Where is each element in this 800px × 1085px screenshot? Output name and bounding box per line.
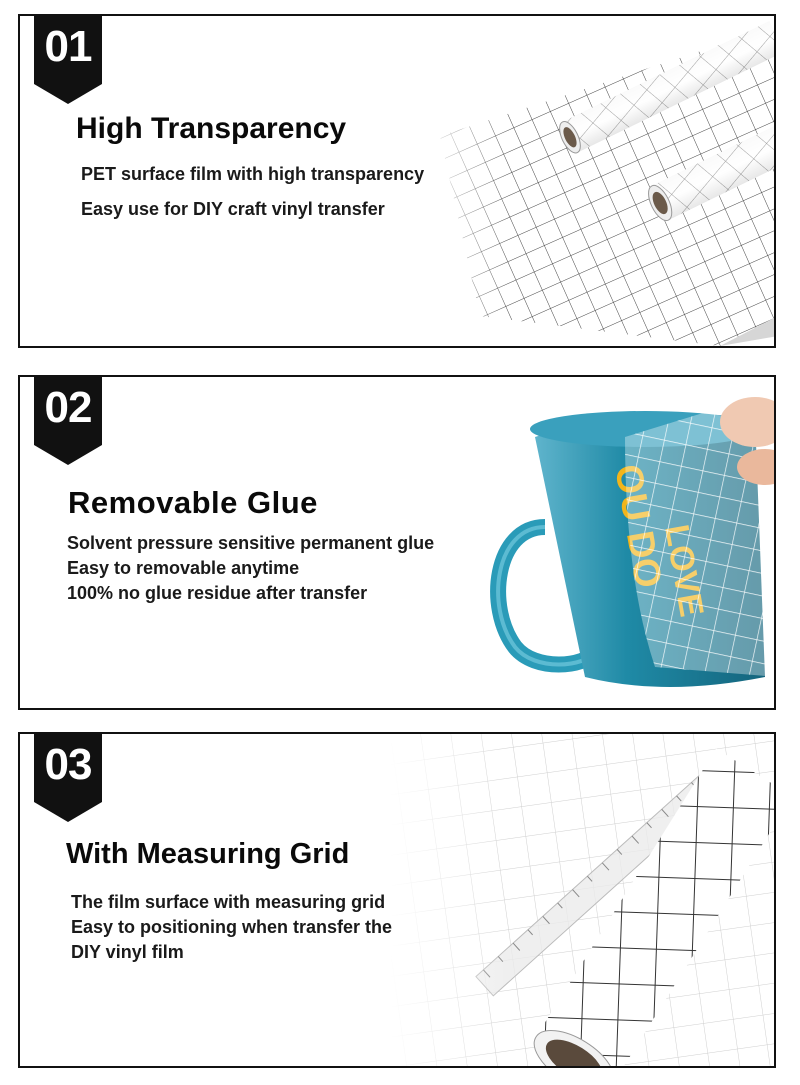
feature-line: Easy to removable anytime xyxy=(67,558,300,578)
grid-film-rolls-image xyxy=(420,16,776,346)
feature-line: 100% no glue residue after transfer xyxy=(67,583,368,603)
panel-title: Removable Glue xyxy=(68,485,318,520)
step-badge xyxy=(34,16,102,104)
feature-panel-removable-glue xyxy=(18,375,776,710)
feature-panel-transparency xyxy=(18,14,776,348)
panel-title: With Measuring Grid xyxy=(66,838,350,870)
mug-transfer-image xyxy=(475,377,776,708)
feature-line: The film surface with measuring grid xyxy=(71,892,386,912)
feature-line: DIY vinyl film xyxy=(71,942,184,962)
feature-line: Solvent pressure sensitive permanent glue xyxy=(67,533,435,553)
grid-roll-ruler-image xyxy=(390,734,776,1066)
feature-line: Easy use for DIY craft vinyl transfer xyxy=(81,199,385,219)
step-number: 01 xyxy=(44,22,92,71)
feature-line: Easy to positioning when transfer the xyxy=(71,917,393,937)
feature-line: PET surface film with high transparency xyxy=(81,164,425,184)
step-badge xyxy=(34,377,102,465)
step-number: 02 xyxy=(44,383,92,432)
step-number: 03 xyxy=(44,740,92,789)
step-badge xyxy=(34,734,102,822)
panel-title: High Transparency xyxy=(76,112,347,145)
feature-panel-measuring-grid xyxy=(18,732,776,1068)
